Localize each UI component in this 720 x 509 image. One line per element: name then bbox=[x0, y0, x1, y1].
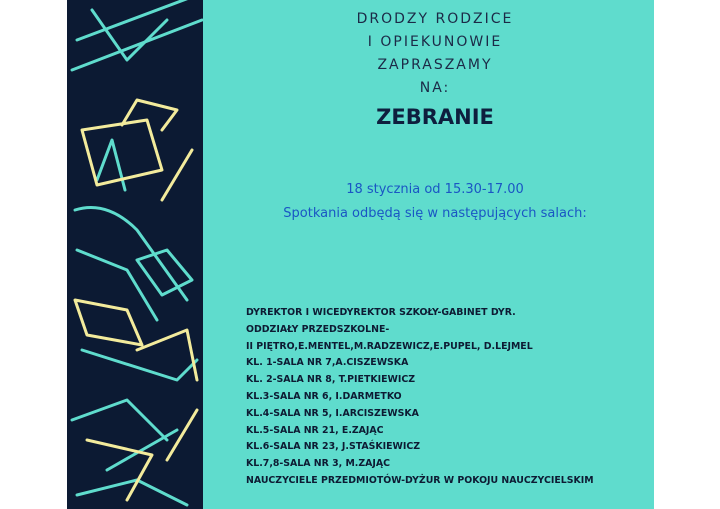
content-panel bbox=[203, 0, 654, 509]
room-list-item: ODDZIAŁY PRZEDSZKOLNE- bbox=[246, 323, 390, 335]
greeting-line-3: ZAPRASZAMY bbox=[377, 57, 493, 73]
room-list-item: KL.6-SALA NR 23, J.STAŚKIEWICZ bbox=[246, 441, 421, 453]
room-list-item: KL.7,8-SALA NR 3, M.ZAJĄC bbox=[246, 458, 391, 470]
room-list-item: DYREKTOR I WICEDYREKTOR SZKOŁY-GABINET DYR. bbox=[246, 307, 516, 318]
room-list-item: NAUCZYCIELE PRZEDMIOTÓW-DYŻUR W POKOJU NAUCZYCIELSKIM bbox=[246, 474, 594, 486]
room-list-item: KL.4-SALA NR 5, I.ARCISZEWSKA bbox=[246, 407, 419, 419]
room-list-item: KL.5-SALA NR 21, E.ZAJĄC bbox=[246, 424, 384, 436]
room-list-item: KL.3-SALA NR 6, I.DARMETKO bbox=[246, 390, 402, 402]
room-list-item: KL. 2-SALA NR 8, T.PIETKIEWICZ bbox=[246, 374, 416, 386]
meeting-date: 18 stycznia od 15.30-17.00 bbox=[346, 182, 524, 197]
room-list bbox=[246, 305, 654, 490]
rooms-intro: Spotkania odbędą się w następujących salach: bbox=[283, 206, 587, 221]
greeting-line-2: I OPIEKUNOWIE bbox=[367, 34, 503, 50]
page-title: ZEBRANIE bbox=[376, 105, 494, 129]
greeting-line-4: NA: bbox=[419, 80, 451, 96]
poster-frame bbox=[67, 0, 654, 509]
room-list-item: KL. 1-SALA NR 7,A.CISZEWSKA bbox=[246, 357, 409, 369]
greeting-line-1: DRODZY RODZICE bbox=[356, 11, 514, 27]
room-list-item: II PIĘTRO,E.MENTEL,M.RADZEWICZ,E.PUPEL, D.LEJMEL bbox=[246, 340, 533, 352]
